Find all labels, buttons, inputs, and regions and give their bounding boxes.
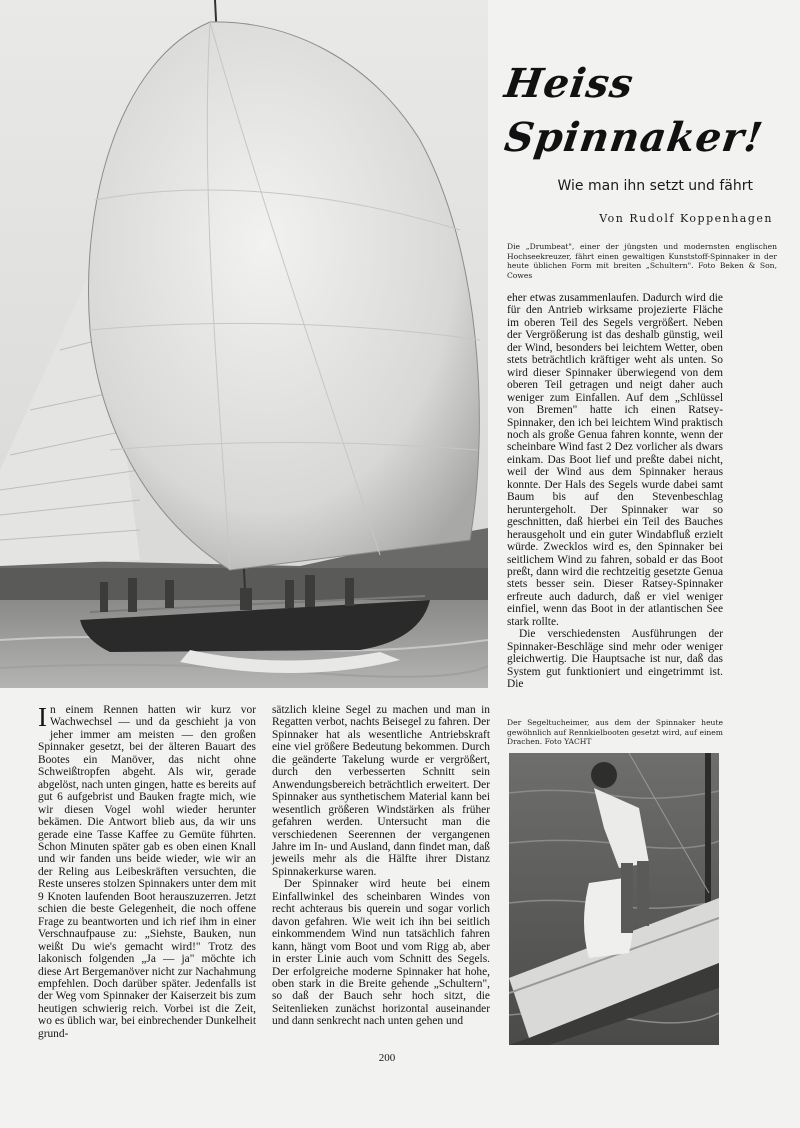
left-column-paragraph-1: n einem Rennen hatten wir kurz vor Wachwechsel — und da geschieht ja von jeher immer am meisten — den großen Spinnaker gesetzt, bei der älteren Bauart des Bootes ein Manöver, das nicht ohne Schweißtropfen abgeht. Als wir, gerade abgelöst, nach unten gingen, hatte es bereits auf gut 6 aufgebrist und Bauken fragte mich, wie wir diesen Vogel wohl wieder herunter bekämen. Die Antwort blieb aus, da wir uns gerade eine Tasse Kaffee zu Gemüte führten. Schon Minuten später gab es oben einen Knall und wir fanden uns beide wieder, wie wir an der Reling aus Leibeskräften versuchten, die Reste unseres stolzen Spinnakers unter dem mit 9 Knoten laufenden Boot herauszuzerren. Jetzt schien die beste Gelegenheit, die noch offene Frage zu beantworten und ich rief ihm in einer Verschnaufpause zu: „Siehste, Bauken, nun weißt Du wie's gemacht wird!" Trotz des lakonisch folgenden „Ja — ja" möchte ich diese Art Bergemanöver nicht zur Nachahmung empfehlen. Doch darüber später. Jedenfalls ist der Weg vom Spinnaker der Kaiserzeit bis zum heutigen schwierig reich. Vorbei ist die Zeit, wo es üblich war, bei einbrechender Dunkelheit grund-	[38, 704, 256, 1040]
middle-text-column	[272, 704, 490, 1028]
author-byline: Von Rudolf Koppenhagen	[599, 212, 773, 225]
middle-column-paragraph-1: sätzlich kleine Segel zu machen und man in Regatten verbot, nachts Beisegel zu fahren. Der Spinnaker hat als wesentliche Antriebskraft eine viel größere Bedeutung bekommen. Durch die geänderte Takelung wurde er vergrößert, durch den verbesserten Schnitt sein Anwendungsbereich beträchtlich erweitert. Der Spinnaker aus synthetischem Material kann bei wesentlich größeren Windstärken als früher gefahren werden. Untersucht man die verschiedenen Seerennen der vergangenen Jahre im In- und Ausland, dann findet man, daß jeweils mehr als die Hälfte ihrer Distanz Spinnakerkurse waren.	[272, 704, 490, 878]
middle-column-paragraph-2: Der Spinnaker wird heute bei einem Einfallwinkel des scheinbaren Windes von recht achteraus bis querein und sogar vorlich davon gefahren. Wie weit ich ihn bei seitlich einkommendem Wind nun tatsächlich fahren kann, hängt vom Boot und vom Rigg ab, aber in erster Linie auch vom Schnitt des Segels. Der erfolgreiche moderne Spinnaker hat hohe, oben stark in die Breite gehende „Schultern", so daß der Bauch sehr hoch sitzt, die Seitenlieken zunächst horizontal auseinander und dann senkrecht nach unten gehen und	[272, 878, 490, 1028]
dropcap: I	[38, 702, 47, 732]
yacht-with-spinnaker-photo	[0, 0, 488, 688]
right-column-paragraph-2: Die verschiedensten Ausführungen der Spinnaker-Beschläge sind mehr oder weniger gleichwertig. Die Hauptsache ist nur, daß das System gut funktioniert und eingetrimmt ist. Die	[507, 628, 723, 691]
main-photo-caption: Die „Drumbeat", einer der jüngsten und modernsten englischen Hochseekreuzer, fährt einen gewaltigen Kunststoff-Spinnaker in der heute üblichen Form mit breiten „Schultern". Foto Beken & Son, Cowes	[507, 242, 777, 280]
page-number: 200	[378, 1052, 396, 1064]
sailor-on-dragon-boat-photo	[509, 753, 719, 1045]
subtitle: Wie man ihn setzt und fährt	[557, 178, 753, 194]
right-text-column	[507, 292, 723, 691]
left-text-column	[38, 704, 256, 1040]
title-line-2: Spinnaker!	[501, 114, 767, 161]
right-column-paragraph-1: eher etwas zusammenlaufen. Dadurch wird die für den Antrieb wirksame projezierte Fläche im oberen Teil des Segels vergrößert. Neben der Vergrößerung ist das deshalb günstig, weil der Wind, besonders bei leichtem Wetter, oben stets beträchtlich kräftiger weht als unten. So wird dieser Spinnaker überwiegend von dem oberen Teil getragen und neigt daher auch weniger zum Einfallen. Auf dem „Schlüssel von Bremen" hatte ich einen Ratsey-Spinnaker, den ich bei leichtem Wind praktisch noch als große Genua fahren konnte, wenn der scheinbare Wind fast 2 Dez vorlicher als dwars einkam. Das Boot lief und preßte dabei nicht, weil der Wind aus dem Spinnaker heraus konnte. Der Hals des Segels wurde dabei samt Baum bis auf den Stevenbeschlag heruntergeholt. Der Spinnaker war so geschnitten, daß hierbei ein Teil des Bauches herausgeholt und ein guter Windabfluß erzielt würde. Zwecklos wird es, den Spinnaker bei seitlichem Wind zu fahren, sobald er das Boot preßt, dann wird die rechtzeitig gesetzte Genua stets besser sein. Dieser Ratsey-Spinnaker erfreute auch dadurch, daß er viel weniger einfiel, wenn das Boot in der atlantischen See stark rollte.	[507, 292, 723, 628]
inset-photo-caption: Der Segeltucheimer, aus dem der Spinnaker heute gewöhnlich auf Rennkielbooten gesetzt wird, auf einem Drachen. Foto YACHT	[507, 718, 723, 747]
title-line-1: Heiss	[501, 60, 637, 107]
